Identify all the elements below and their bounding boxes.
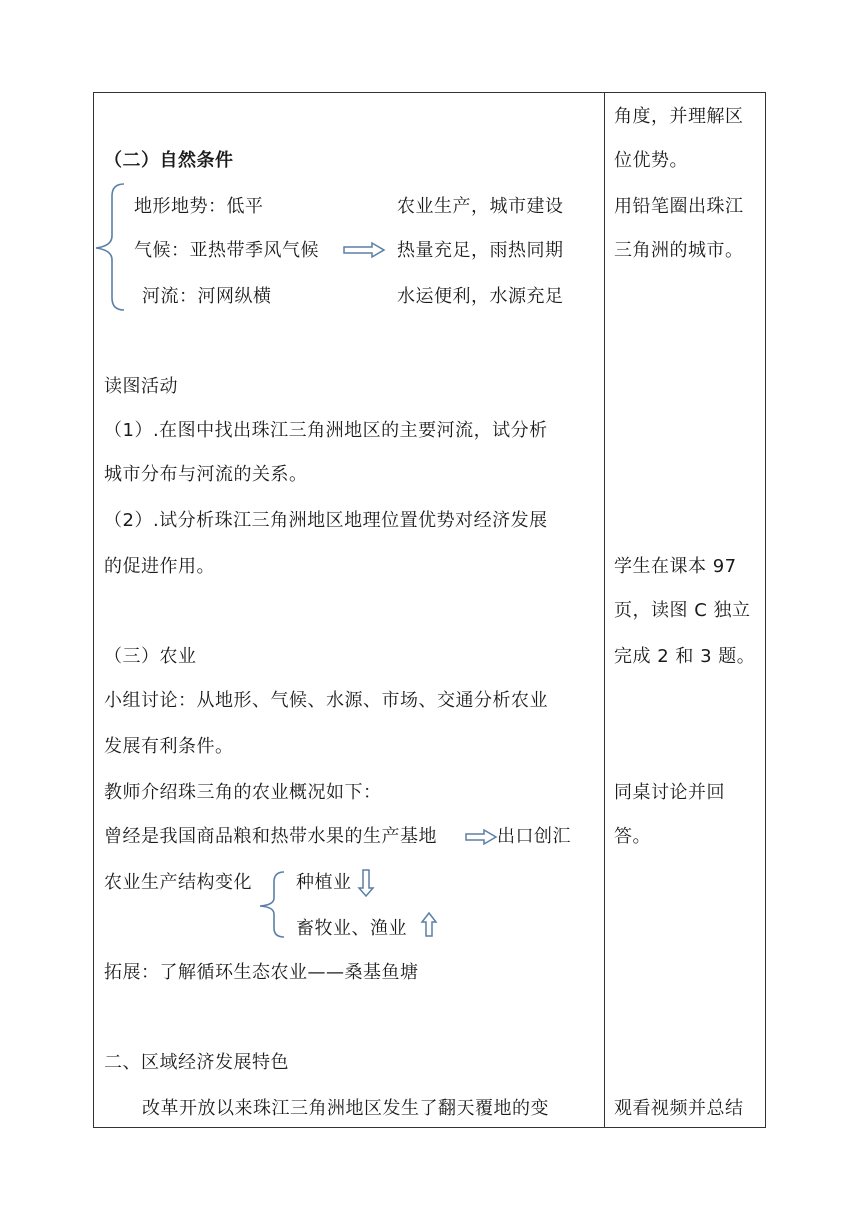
export-text: 出口创汇 xyxy=(497,826,571,847)
right-note-1: 角度，并理解区 xyxy=(614,106,744,127)
climate-text: 气候：亚热带季风气候 xyxy=(134,240,319,261)
production-base-text: 曾经是我国商品粮和热带水果的生产基地 xyxy=(104,826,437,847)
question-2-line-1: （2）.试分析珠江三角洲地区地理位置优势对经济发展 xyxy=(104,510,548,531)
result-text-3: 水运便利，水源充足 xyxy=(397,286,564,307)
livestock-fishery-text: 畜牧业、渔业 xyxy=(296,918,407,939)
left-brace-icon xyxy=(96,184,124,310)
section-agriculture: （三）农业 xyxy=(104,646,197,667)
group-discussion-line-2: 发展有利条件。 xyxy=(104,736,234,757)
reform-text: 改革开放以来珠江三角洲地区发生了翻天覆地的变 xyxy=(142,1098,549,1119)
right-note-6: 页，读图 C 独立 xyxy=(614,600,751,621)
arrow-right-icon xyxy=(344,243,384,257)
question-1-line-1: （1）.在图中找出珠江三角洲地区的主要河流，试分析 xyxy=(104,420,548,441)
teacher-intro: 教师介绍珠三角的农业概况如下： xyxy=(104,782,382,803)
right-note-2: 位优势。 xyxy=(614,150,688,171)
question-1-line-2: 城市分布与河流的关系。 xyxy=(104,464,308,485)
right-note-9: 答。 xyxy=(614,826,651,847)
structure-change-text: 农业生产结构变化 xyxy=(104,872,252,893)
arrow-up-icon xyxy=(422,913,436,936)
planting-text: 种植业 xyxy=(296,872,352,893)
arrow-down-icon xyxy=(359,870,373,896)
river-text: 河流：河网纵横 xyxy=(142,286,272,307)
small-brace-icon xyxy=(260,872,284,937)
extension-text: 拓展：了解循环生态农业——桑基鱼塘 xyxy=(104,962,419,983)
question-2-line-2: 的促进作用。 xyxy=(104,556,215,577)
result-text-2: 热量充足，雨热同期 xyxy=(397,240,564,261)
map-activity-heading: 读图活动 xyxy=(104,376,178,397)
arrow-right-icon xyxy=(466,830,496,844)
section-economy: 二、区域经济发展特色 xyxy=(104,1052,289,1073)
right-note-3: 用铅笔圈出珠江 xyxy=(614,196,744,217)
section-natural-conditions: （二）自然条件 xyxy=(104,150,234,171)
terrain-text: 地形地势：低平 xyxy=(134,196,264,217)
right-note-8: 同桌讨论并回 xyxy=(614,782,725,803)
result-text-1: 农业生产，城市建设 xyxy=(397,196,564,217)
right-note-5: 学生在课本 97 xyxy=(614,556,737,577)
right-note-7: 完成 2 和 3 题。 xyxy=(614,646,756,667)
right-note-10: 观看视频并总结 xyxy=(614,1098,744,1119)
group-discussion-line-1: 小组讨论：从地形、气候、水源、市场、交通分析农业 xyxy=(104,690,548,711)
right-note-4: 三角洲的城市。 xyxy=(614,240,744,261)
